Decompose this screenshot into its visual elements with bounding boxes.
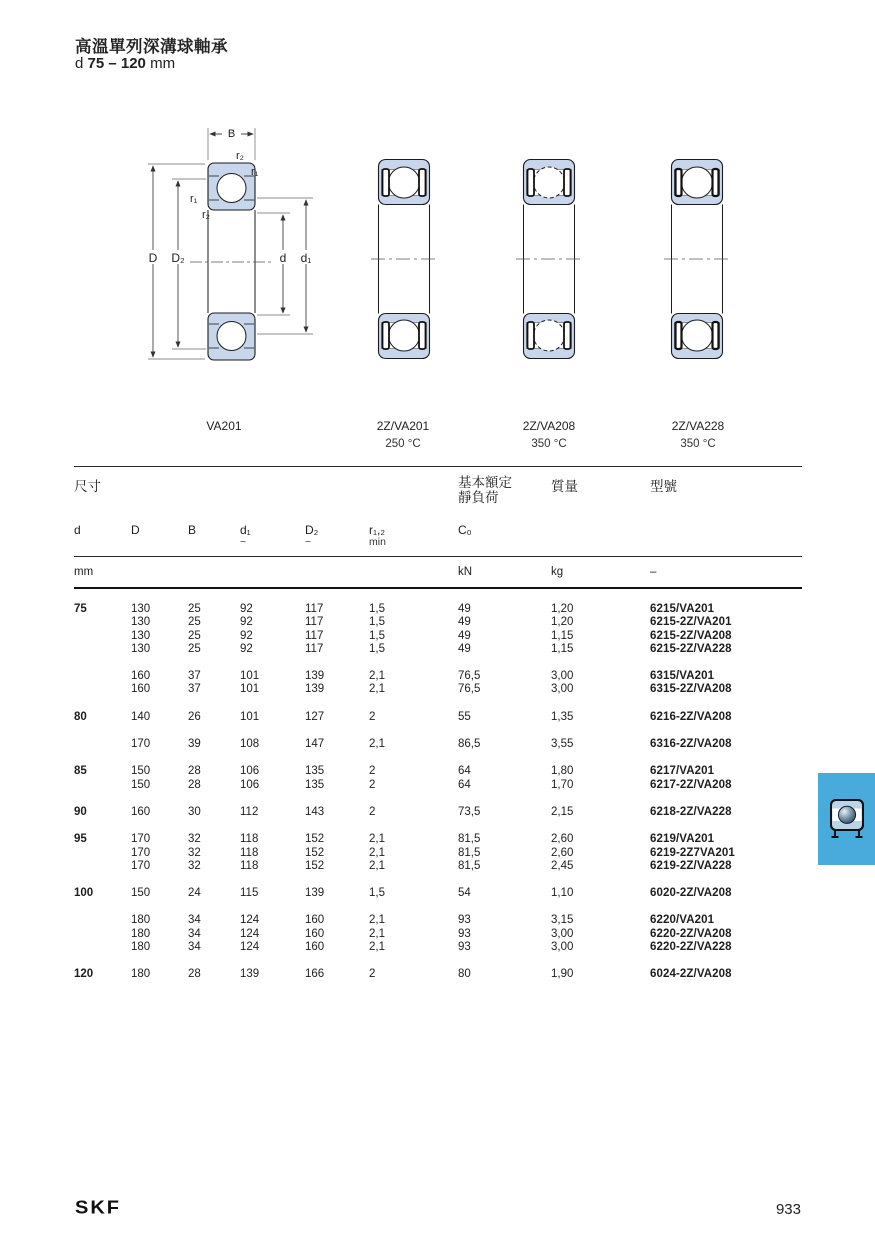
cell-B: 25	[188, 642, 201, 655]
table-row	[74, 683, 802, 696]
table-group	[74, 738, 802, 751]
cell-d	[74, 860, 131, 873]
cell-D2: 160	[305, 941, 325, 954]
cell-d1: 92	[240, 603, 253, 615]
table-group	[74, 603, 802, 656]
dim-label-r1-top: r₁	[251, 166, 259, 178]
cell-d: 100	[74, 887, 94, 900]
cell-B: 32	[188, 833, 201, 846]
cell-d1: 106	[240, 778, 260, 791]
header-mass: 質量	[551, 479, 578, 494]
cell-mass: 3,55	[551, 738, 574, 751]
page-title: 高溫單列深溝球軸承	[75, 38, 228, 56]
dim-label-r2-left: r₂	[202, 209, 210, 221]
cell-d	[74, 847, 131, 860]
cell-d1: 118	[240, 859, 259, 872]
col-sym-r12: r₁,₂ min	[369, 523, 386, 548]
header-basic-static-load: 基本額定 靜負荷	[458, 475, 512, 505]
cell-C0: 86,5	[458, 738, 481, 751]
cell-B: 37	[188, 670, 201, 683]
dim-label-D: D	[148, 251, 158, 265]
cell-d1: 124	[240, 927, 260, 940]
cell-d1: 118	[240, 833, 259, 846]
table-row	[74, 847, 802, 860]
col-sym-D: D	[131, 523, 140, 537]
cell-d: 85	[74, 765, 87, 778]
cell-D2: 166	[305, 968, 325, 981]
cell-d1: 101	[240, 683, 260, 696]
cell-d1: 115	[240, 887, 259, 900]
cell-d: 120	[74, 968, 94, 981]
cell-C0: 93	[458, 914, 471, 927]
cell-B: 24	[188, 887, 201, 900]
cell-B: 34	[188, 927, 201, 940]
cell-mass: 2,60	[551, 846, 574, 859]
table-group	[74, 968, 802, 981]
cell-D2: 117	[305, 642, 324, 655]
cell-d	[74, 928, 131, 941]
cell-r12-min: 2,1	[369, 738, 385, 751]
cell-designation: 6219-2Z7VA201	[650, 846, 735, 859]
cell-d1: 92	[240, 616, 253, 629]
cell-r12-min: 2	[369, 968, 376, 981]
thumb-index-tab	[818, 773, 875, 865]
cell-D2: 117	[305, 616, 324, 629]
cell-d: 95	[74, 833, 87, 846]
cell-C0: 49	[458, 616, 471, 629]
cell-D: 150	[131, 887, 151, 900]
cell-D2: 139	[305, 670, 325, 683]
cell-designation: 6215/VA201	[650, 603, 715, 615]
table-row	[74, 738, 802, 751]
cell-d1: 112	[240, 805, 259, 818]
table-group	[74, 765, 802, 792]
cell-designation: 6219-2Z/VA228	[650, 859, 732, 872]
table-row	[74, 603, 802, 616]
cell-B: 26	[188, 710, 201, 723]
cell-B: 30	[188, 805, 201, 818]
cell-r12-min: 2,1	[369, 859, 385, 872]
variant-temp: 250 °C	[385, 438, 421, 450]
page-number: 933	[775, 1201, 801, 1218]
bearing-open-section-diagram	[140, 122, 320, 372]
cell-r12-min: 2,1	[369, 846, 385, 859]
table-body	[74, 589, 802, 982]
cell-mass: 1,10	[551, 887, 574, 900]
cell-d	[74, 643, 131, 656]
cell-mass: 1,35	[551, 710, 574, 723]
cell-D: 160	[131, 805, 151, 818]
variant-temp: 350 °C	[531, 438, 567, 450]
cell-r12-min: 1,5	[369, 642, 385, 655]
cell-C0: 49	[458, 642, 471, 655]
cell-designation: 6217/VA201	[650, 765, 715, 778]
cell-mass: 2,15	[551, 805, 574, 818]
unit-dash: –	[650, 566, 657, 578]
bearing-tab-icon	[827, 794, 867, 844]
cell-d	[74, 914, 131, 927]
page-subtitle	[75, 55, 175, 72]
col-sym-d1: d₁ ~	[240, 523, 251, 548]
table-group	[74, 806, 802, 819]
header-dimensions: 尺寸	[74, 479, 101, 494]
cell-D: 170	[131, 833, 151, 846]
cell-D: 150	[131, 778, 151, 791]
cell-d1: 101	[240, 710, 260, 723]
table-row	[74, 806, 802, 819]
table-row	[74, 670, 802, 683]
bearing-2z-va201-diagram	[369, 158, 439, 360]
bearing-table	[74, 466, 802, 996]
cell-designation: 6215-2Z/VA208	[650, 629, 732, 642]
subtitle-unit: mm	[150, 55, 176, 72]
cell-D: 180	[131, 968, 151, 981]
cell-designation: 6215-2Z/VA201	[650, 616, 732, 629]
table-row	[74, 941, 802, 954]
cell-D: 140	[131, 710, 151, 723]
cell-C0: 76,5	[458, 670, 481, 683]
variant-label-va201	[164, 417, 284, 435]
cell-D: 170	[131, 846, 151, 859]
cell-D2: 127	[305, 710, 325, 723]
cell-d1: 92	[240, 629, 253, 642]
cell-designation: 6219/VA201	[650, 833, 715, 846]
table-group	[74, 670, 802, 697]
cell-B: 25	[188, 616, 201, 629]
cell-B: 34	[188, 914, 201, 927]
cell-designation: 6218-2Z/VA228	[650, 805, 732, 818]
table-row	[74, 765, 802, 778]
col-sym-C0: C₀	[458, 523, 472, 537]
cell-designation: 6217-2Z/VA208	[650, 778, 732, 791]
variant-label-2z-va228	[638, 417, 758, 453]
cell-r12-min: 1,5	[369, 603, 385, 615]
cell-r12-min: 2,1	[369, 941, 385, 954]
table-group	[74, 711, 802, 724]
cell-d1: 108	[240, 738, 260, 751]
cell-d	[74, 738, 131, 751]
cell-designation: 6220/VA201	[650, 914, 715, 927]
cell-d: 80	[74, 710, 87, 723]
cell-mass: 1,20	[551, 616, 574, 629]
cell-d	[74, 941, 131, 954]
cell-D: 130	[131, 616, 151, 629]
cell-d: 90	[74, 805, 87, 818]
cell-D2: 139	[305, 887, 325, 900]
table-row	[74, 779, 802, 792]
cell-D: 170	[131, 859, 151, 872]
cell-B: 34	[188, 941, 201, 954]
cell-C0: 81,5	[458, 846, 481, 859]
table-symbol-row	[74, 523, 802, 556]
cell-D: 130	[131, 629, 151, 642]
table-group	[74, 833, 802, 873]
cell-D: 180	[131, 927, 151, 940]
table-row	[74, 914, 802, 927]
cell-C0: 73,5	[458, 805, 481, 818]
variant-name: 2Z/VA201	[376, 419, 430, 433]
table-row	[74, 711, 802, 724]
cell-d1: 124	[240, 914, 260, 927]
cell-d1: 101	[240, 670, 260, 683]
cell-D2: 135	[305, 765, 325, 778]
cell-d1: 92	[240, 642, 253, 655]
unit-mm: mm	[74, 566, 94, 578]
cell-C0: 80	[458, 968, 471, 981]
col-sym-B: B	[188, 523, 197, 537]
variant-label-2z-va201	[343, 417, 463, 453]
table-header-row	[74, 467, 802, 523]
cell-designation: 6215-2Z/VA228	[650, 642, 732, 655]
cell-d	[74, 779, 131, 792]
cell-C0: 49	[458, 603, 471, 615]
variant-name: 2Z/VA228	[671, 419, 725, 433]
cell-designation: 6020-2Z/VA208	[650, 887, 732, 900]
cell-C0: 93	[458, 927, 471, 940]
cell-d	[74, 683, 131, 696]
cell-mass: 1,20	[551, 603, 574, 615]
cell-C0: 93	[458, 941, 471, 954]
cell-D2: 160	[305, 914, 325, 927]
cell-C0: 64	[458, 778, 471, 791]
cell-d	[74, 630, 131, 643]
cell-mass: 2,60	[551, 833, 574, 846]
table-row	[74, 616, 802, 629]
table-group	[74, 887, 802, 900]
cell-mass: 3,15	[551, 914, 574, 927]
cell-d	[74, 616, 131, 629]
cell-d1: 106	[240, 765, 260, 778]
cell-D2: 135	[305, 778, 325, 791]
cell-D: 130	[131, 603, 151, 615]
dim-label-r2-top: r₂	[236, 150, 244, 162]
dim-label-d1: d₁	[300, 251, 312, 265]
cell-r12-min: 2,1	[369, 670, 385, 683]
cell-mass: 3,00	[551, 670, 574, 683]
subtitle-prefix: d	[75, 55, 84, 72]
cell-mass: 2,45	[551, 859, 574, 872]
cell-D2: 117	[305, 603, 324, 615]
cell-d	[74, 670, 131, 683]
cell-D: 150	[131, 765, 151, 778]
cell-r12-min: 1,5	[369, 629, 385, 642]
cell-D: 160	[131, 683, 151, 696]
cell-C0: 64	[458, 765, 471, 778]
dim-label-D2: D₂	[171, 251, 185, 265]
dim-label-r1-left: r₁	[190, 193, 198, 205]
cell-r12-min: 2	[369, 710, 376, 723]
cell-r12-min: 2,1	[369, 927, 385, 940]
dim-label-d: d	[279, 251, 287, 265]
cell-B: 25	[188, 629, 201, 642]
cell-mass: 1,15	[551, 629, 574, 642]
cell-C0: 49	[458, 629, 471, 642]
cell-mass: 1,80	[551, 765, 574, 778]
cell-r12-min: 2,1	[369, 914, 385, 927]
cell-r12-min: 2,1	[369, 833, 385, 846]
cell-D2: 147	[305, 738, 325, 751]
cell-B: 28	[188, 765, 201, 778]
cell-mass: 1,90	[551, 968, 574, 981]
bearing-2z-va228-diagram	[662, 158, 732, 360]
table-row	[74, 928, 802, 941]
cell-C0: 54	[458, 887, 471, 900]
cell-D: 180	[131, 914, 151, 927]
table-row	[74, 860, 802, 873]
cell-B: 32	[188, 859, 201, 872]
cell-r12-min: 1,5	[369, 616, 385, 629]
cell-C0: 81,5	[458, 833, 481, 846]
header-designation: 型號	[650, 479, 677, 494]
cell-mass: 3,00	[551, 941, 574, 954]
unit-kN: kN	[458, 566, 473, 578]
cell-d: 75	[74, 603, 87, 615]
table-row	[74, 968, 802, 981]
cell-D: 180	[131, 941, 151, 954]
cell-D2: 152	[305, 859, 325, 872]
cell-r12-min: 2	[369, 805, 376, 818]
cell-D: 160	[131, 670, 151, 683]
variant-label-2z-va208	[489, 417, 609, 453]
bearing-2z-va208-diagram	[514, 158, 584, 360]
table-units-row	[74, 557, 802, 587]
cell-designation: 6315/VA201	[650, 670, 715, 683]
cell-B: 39	[188, 738, 201, 751]
skf-logo: SKF	[75, 1197, 121, 1219]
cell-designation: 6220-2Z/VA228	[650, 941, 732, 954]
cell-D2: 152	[305, 846, 325, 859]
cell-D2: 139	[305, 683, 325, 696]
cell-B: 28	[188, 968, 201, 981]
table-row	[74, 833, 802, 846]
cell-r12-min: 2,1	[369, 683, 385, 696]
cell-r12-min: 2	[369, 765, 376, 778]
variant-temp: 350 °C	[680, 438, 716, 450]
table-row	[74, 887, 802, 900]
variant-name: VA201	[206, 419, 242, 433]
cell-C0: 81,5	[458, 859, 481, 872]
table-group	[74, 914, 802, 954]
subtitle-range: 75 – 120	[87, 55, 146, 72]
cell-D2: 152	[305, 833, 325, 846]
cell-d1: 124	[240, 941, 260, 954]
cell-C0: 76,5	[458, 683, 481, 696]
cell-C0: 55	[458, 710, 471, 723]
cell-D: 130	[131, 642, 151, 655]
unit-kg: kg	[551, 566, 564, 578]
cell-B: 37	[188, 683, 201, 696]
cell-designation: 6220-2Z/VA208	[650, 927, 732, 940]
table-row	[74, 630, 802, 643]
cell-D2: 160	[305, 927, 325, 940]
cell-d1: 139	[240, 968, 260, 981]
cell-designation: 6024-2Z/VA208	[650, 968, 732, 981]
cell-d1: 118	[240, 846, 259, 859]
dim-label-B: B	[227, 128, 236, 140]
cell-mass: 3,00	[551, 683, 574, 696]
cell-mass: 3,00	[551, 927, 574, 940]
cell-r12-min: 1,5	[369, 887, 385, 900]
cell-B: 32	[188, 846, 201, 859]
cell-designation: 6315-2Z/VA208	[650, 683, 732, 696]
table-row	[74, 643, 802, 656]
cell-designation: 6316-2Z/VA208	[650, 738, 732, 751]
col-sym-d: d	[74, 523, 81, 537]
cell-designation: 6216-2Z/VA208	[650, 710, 732, 723]
cell-r12-min: 2	[369, 778, 376, 791]
cell-D2: 143	[305, 805, 325, 818]
cell-mass: 1,70	[551, 778, 574, 791]
cell-D2: 117	[305, 629, 324, 642]
cell-mass: 1,15	[551, 642, 574, 655]
variant-name: 2Z/VA208	[522, 419, 576, 433]
col-sym-D2: D₂ ~	[305, 523, 319, 548]
cell-D: 170	[131, 738, 151, 751]
cell-B: 28	[188, 778, 201, 791]
cell-B: 25	[188, 603, 201, 615]
